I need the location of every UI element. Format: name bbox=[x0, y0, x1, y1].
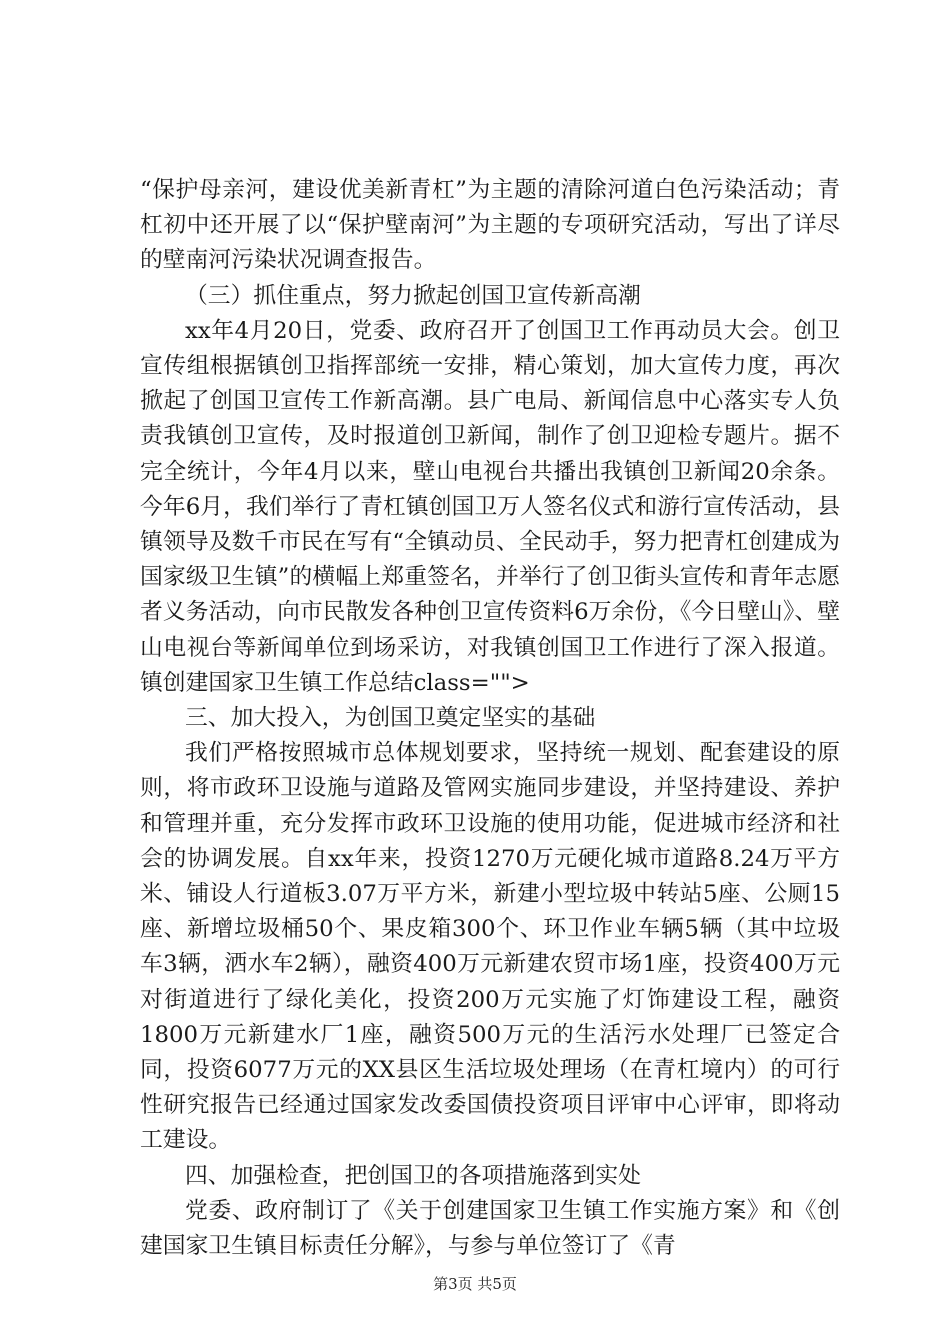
paragraph-inspection: 党委、政府制订了《关于创建国家卫生镇工作实施方案》和《创建国家卫生镇目标责任分解》，与参与单位签订了《青 bbox=[140, 1197, 840, 1260]
paragraph-publicity: xx年4月20日，党委、政府召开了创国卫工作再动员大会。创卫宣传组根据镇创卫指挥部统一安排，精心策划，加大宣传力度，再次掀起了创国卫宣传工作新高潮。县广电局、新闻信息中心落实专人负责我镇创卫宣传，及时报道创卫新闻，制作了创卫迎检专题片。据不完全统计，今年4月以来，壁山电视台共播出我镇创卫新闻20余条。今年6月，我们举行了青杠镇创国卫万人签名仪式和游行宣传活动，县镇领导及数千市民在写有“全镇动员、全民动手，努力把青杠创建成为国家级卫生镇”的横幅上郑重签名，并举行了创卫街头宣传和青年志愿者义务活动，向市民散发各种创卫宣传资料6万余份，《今日壁山》、壁山电视台等新闻单位到场采访，对我镇创国卫工作进行了深入报道。镇创建国家卫生镇工作总结class=""> bbox=[140, 317, 840, 696]
page-footer: 第3页 共5页 bbox=[433, 1275, 517, 1293]
paragraph-investment: 我们严格按照城市总体规划要求，坚持统一规划、配套建设的原则，将市政环卫设施与道路及管网实施同步建设，并坚持建设、养护和管理并重，充分发挥市政环卫设施的使用功能，促进城市经济和社会的协调发展。自xx年来，投资1270万元硬化城市道路8.24万平方米、铺设人行道板3.07万平方米，新建小型垃圾中转站5座、公厕15座、新增垃圾桶50个、果皮箱300个、环卫作业车辆5辆（其中垃圾车3辆，洒水车2辆），融资400万元新建农贸市场1座，投资400万元对街道进行了绿化美化，投资200万元实施了灯饰建设工程，融资1800万元新建水厂1座，融资500万元的生活污水处理厂已签定合同，投资6077万元的XX县区生活垃圾处理场（在青杠境内）的可行性研究报告已经通过国家发改委国债投资项目评审中心评审，即将动工建设。 bbox=[140, 740, 840, 1154]
section-heading-investment: 三、加大投入，为创国卫奠定坚实的基础 bbox=[185, 705, 596, 732]
section-heading-inspection: 四、加强检查，把创国卫的各项措施落到实处 bbox=[185, 1162, 641, 1189]
section-heading-publicity: （三）抓住重点，努力掀起创国卫宣传新高潮 bbox=[185, 282, 641, 309]
document-body bbox=[140, 173, 840, 1264]
paragraph-continuation: “保护母亲河，建设优美新青杠”为主题的清除河道白色污染活动；青杠初中还开展了以“保护壁南河”为主题的专项研究活动，写出了详尽的壁南河污染状况调查报告。 bbox=[140, 177, 840, 274]
